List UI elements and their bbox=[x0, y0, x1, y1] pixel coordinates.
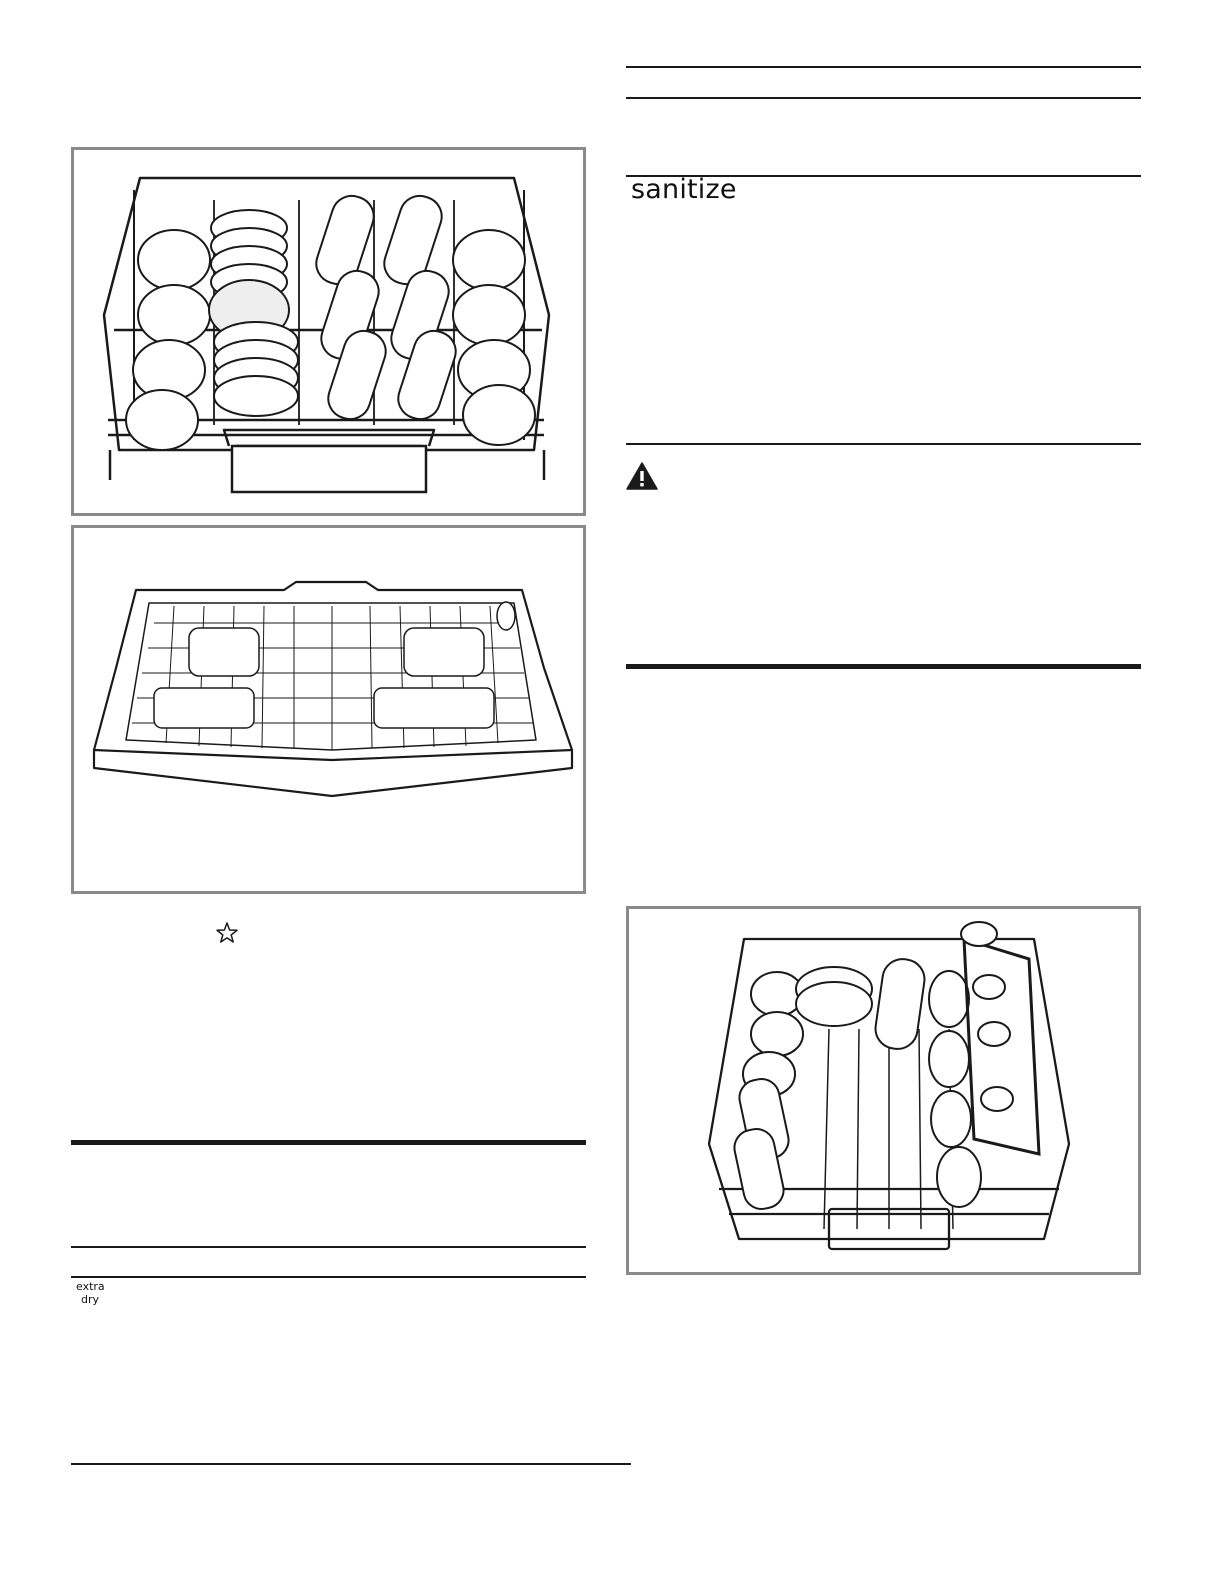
upper-rack-figure bbox=[71, 147, 586, 516]
upper-rack-illustration bbox=[74, 150, 583, 513]
warning-section-rule bbox=[626, 443, 1141, 445]
options-table-rule-header bbox=[71, 1276, 586, 1278]
cutlery-tray-figure bbox=[71, 525, 586, 894]
cutlery-tray-illustration bbox=[74, 528, 583, 891]
sanitize-option-label: sanitize bbox=[631, 174, 737, 205]
page-footer-rule bbox=[71, 1463, 631, 1465]
star-outline-icon bbox=[215, 921, 239, 950]
header-rule-bottom bbox=[626, 97, 1141, 99]
warning-triangle-icon bbox=[626, 462, 658, 495]
lower-rack-figure bbox=[626, 906, 1141, 1275]
extra-dry-label-line2: dry bbox=[81, 1293, 100, 1306]
left-section-heavy-rule bbox=[71, 1140, 586, 1145]
extra-dry-label-line1: extra bbox=[76, 1280, 105, 1293]
lower-rack-illustration bbox=[629, 909, 1138, 1272]
right-section-heavy-rule bbox=[626, 664, 1141, 669]
options-table-rule-top bbox=[71, 1246, 586, 1248]
header-rule-top bbox=[626, 66, 1141, 68]
extra-dry-option-label bbox=[76, 1280, 105, 1306]
